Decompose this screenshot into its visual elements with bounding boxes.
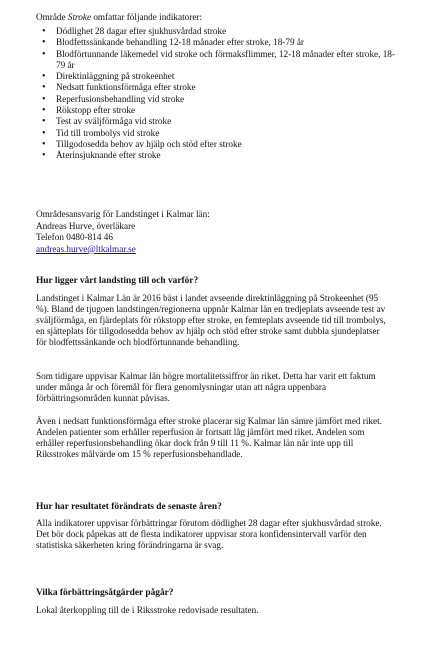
list-item: • Tillgodosedda behov av hjälp och stöd efter stroke [40, 139, 400, 150]
paragraph-actions: Lokal återkoppling till de i Riksstroke redovisade resultaten. [36, 605, 259, 615]
paragraph-ranking: Landstinget i Kalmar Län är 2016 bäst i landet avseende direktinläggning på Strokeenhet (95 %). Bland de tjugoen landstingen/regionerna uppnår Kalmar län en tredjeplats avseende test av sväljförmåga, en fjärdeplats för rökstopp efter stroke, en femteplats avseende tid till trombolys, en sjätteplats för tillgodosedda behov av hjälp och stöd efter stroke samt dubbla sjundeplatser för blodfettssänkande och blodförtunnande behandling. [36, 293, 386, 348]
section-heading-change: Hur har resultatet förändrats de senaste åren? [36, 502, 222, 512]
list-item: • Tid till trombolys vid stroke [40, 128, 400, 139]
paragraph-change: Alla indikatorer uppvisar förbättringar förutom dödlighet 28 dagar efter sjukhusvårdad stroke. Det bör dock påpekas att de flesta indikatorer uppvisar stora konfidensintervall varför den statistiska säkerheten kring förändringarna är svag. [36, 518, 382, 551]
list-item: • Rökstopp efter stroke [40, 105, 400, 116]
list-item: • Blodförtunnande läkemedel vid stroke och förmaksflimmer, 12-18 månader efter stroke, 18-79 år [40, 49, 400, 72]
intro-suffix: omfattar följande indikatorer: [91, 12, 203, 22]
list-item: • Reperfusionsbehandling vid stroke [40, 94, 400, 105]
responsible-phone: Telefon 0480-814 46 [36, 232, 113, 243]
intro-italic: Stroke [67, 12, 92, 22]
responsible-name: Andreas Hurve, överläkare [36, 220, 136, 231]
intro-text [36, 12, 202, 23]
responsible-block [36, 209, 210, 255]
paragraph-mortality: Som tidigare uppvisar Kalmar län högre mortalitetssiffror än riket. Detta har varit ett faktum under många år och föremål för flera genomlysningar utan att några uppenbara förbättringsområden kunnat påvisas. [36, 371, 376, 404]
list-item: • Blodfettssänkande behandling 12-18 månader efter stroke, 18-79 år [40, 37, 400, 48]
indicator-list [40, 26, 400, 162]
list-item: • Nedsatt funktionsförmåga efter stroke [40, 82, 400, 93]
section-heading-status: Hur ligger vårt landsting till och varför? [36, 276, 199, 286]
paragraph-function: Även i nedsatt funktionsförmåga efter stroke placerar sig Kalmar län sämre jämfört med riket. Andelen patienter som erhåller reperfusion är fortsatt låg jämfört med riket. Andelen som erhåller reperfusionsbehandling ökar dock från 9 till 11 %. Kalmar län når inte upp till Riksstrokes målvärde om 15 % reperfusionsbehandlade. [36, 416, 382, 460]
list-item: • Direktinläggning på strokeenhet [40, 71, 400, 82]
list-item: • Dödlighet 28 dagar efter sjukhusvårdad stroke [40, 26, 400, 37]
list-item: • Återinsjuknande efter stroke [40, 150, 400, 161]
responsible-label: Områdesansvarig för Landstinget i Kalmar län: [36, 209, 210, 219]
intro-prefix: Område [36, 12, 68, 22]
list-item: • Test av sväljförmåga vid stroke [40, 116, 400, 127]
section-heading-actions: Vilka förbättringsåtgärder pågår? [36, 588, 174, 598]
email-link[interactable]: andreas.hurve@ltkalmar.se [36, 243, 136, 254]
